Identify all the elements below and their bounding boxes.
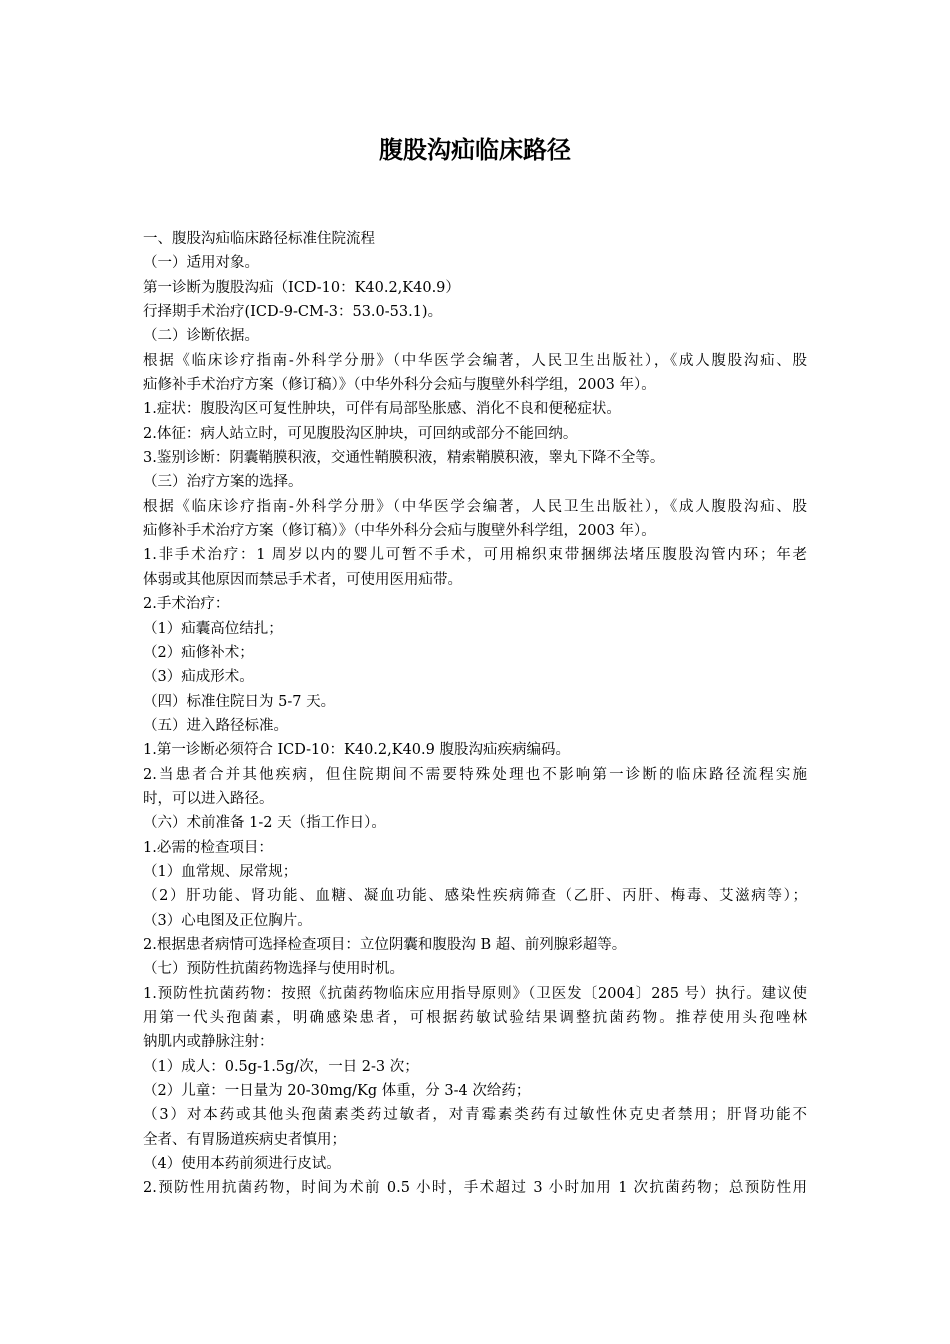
text-line: 2.手术治疗：	[143, 596, 230, 613]
text-line: 疝修补手术治疗方案（修订稿）》（中华外科分会疝与腹壁外科学组，2003 年）。	[143, 377, 656, 394]
text-line: （3）心电图及正位胸片。	[143, 912, 312, 929]
text-line: （1）疝囊高位结扎；	[143, 620, 283, 637]
text-line: （2）疝修补术；	[143, 644, 254, 661]
text-line: （3）疝成形术。	[143, 669, 254, 686]
text-line: 1.非手术治疗：1 周岁以内的婴儿可暂不手术，可用棉织束带捆绑法堵压腹股沟管内环；年老	[143, 547, 807, 564]
text-line: 2.当患者合并其他疾病，但住院期间不需要特殊处理也不影响第一诊断的临床路径流程实施	[143, 766, 807, 783]
text-line: 第一诊断为腹股沟疝（ICD-10：K40.2,K40.9）	[143, 279, 460, 296]
text-line: 2.预防性用抗菌药物，时间为术前 0.5 小时，手术超过 3 小时加用 1 次抗菌药物；总预防性用	[143, 1180, 807, 1197]
text-line: 疝修补手术治疗方案（修订稿）》（中华外科分会疝与腹壁外科学组，2003 年）。	[143, 523, 656, 540]
text-line: 时，可以进入路径。	[143, 790, 274, 807]
text-line: 1.症状：腹股沟区可复性肿块，可伴有局部坠胀感、消化不良和便秘症状。	[143, 401, 621, 418]
text-line: 1.必需的检查项目：	[143, 839, 273, 856]
text-line: （一）适用对象。	[143, 255, 259, 272]
text-line: 钠肌内或静脉注射：	[143, 1034, 274, 1051]
text-line: （三）治疗方案的选择。	[143, 474, 303, 491]
text-line: （二）诊断依据。	[143, 328, 259, 345]
text-line: （4）使用本药前须进行皮试。	[143, 1156, 341, 1173]
text-line: （2）儿童：一日量为 20-30mg/Kg 体重，分 3-4 次给药；	[143, 1083, 531, 1100]
text-line: 1.预防性抗菌药物：按照《抗菌药物临床应用指导原则》（卫医发〔2004〕285 号）执行。建议使	[143, 985, 807, 1002]
text-line: 3.鉴别诊断：阴囊鞘膜积液，交通性鞘膜积液，精索鞘膜积液，睾丸下降不全等。	[143, 450, 665, 467]
document-title: 腹股沟疝临床路径	[379, 136, 571, 164]
text-line: （1）成人：0.5g-1.5g/次，一日 2-3 次；	[143, 1058, 419, 1075]
text-line: 1.第一诊断必须符合 ICD-10：K40.2,K40.9 腹股沟疝疾病编码。	[143, 742, 570, 759]
document-body	[143, 227, 807, 1201]
text-line: 一、腹股沟疝临床路径标准住院流程	[143, 231, 375, 247]
text-line: 体弱或其他原因而禁忌手术者，可使用医用疝带。	[143, 571, 462, 588]
text-line: （六）术前准备 1-2 天（指工作日）。	[143, 815, 386, 832]
text-line: 2.根据患者病情可选择检查项目：立位阴囊和腹股沟 B 超、前列腺彩超等。	[143, 936, 627, 953]
text-line: （七）预防性抗菌药物选择与使用时机。	[143, 961, 404, 978]
text-line: 根据《临床诊疗指南-外科学分册》（中华医学会编著，人民卫生出版社），《成人腹股沟疝、股	[143, 352, 807, 369]
text-line: （四）标准住院日为 5-7 天。	[143, 693, 336, 710]
text-line: （1）血常规、尿常规；	[143, 863, 298, 880]
text-line: 2.体征：病人站立时，可见腹股沟区肿块，可回纳或部分不能回纳。	[143, 425, 578, 442]
text-line: 全者、有胃肠道疾病史者慎用；	[143, 1131, 346, 1148]
text-line: 用第一代头孢菌素，明确感染患者，可根据药敏试验结果调整抗菌药物。推荐使用头孢唑林	[143, 1010, 807, 1026]
text-line: （2）肝功能、肾功能、血糖、凝血功能、感染性疾病筛查（乙肝、丙肝、梅毒、艾滋病等）；	[143, 888, 807, 905]
text-line: 根据《临床诊疗指南-外科学分册》（中华医学会编著，人民卫生出版社），《成人腹股沟疝、股	[143, 498, 807, 515]
text-line: （五）进入路径标准。	[143, 717, 288, 734]
text-line: （3）对本药或其他头孢菌素类药过敏者，对青霉素类药有过敏性休克史者禁用；肝肾功能不	[143, 1107, 807, 1124]
text-line: 行择期手术治疗(ICD-9-CM-3：53.0-53.1)。	[143, 304, 443, 321]
